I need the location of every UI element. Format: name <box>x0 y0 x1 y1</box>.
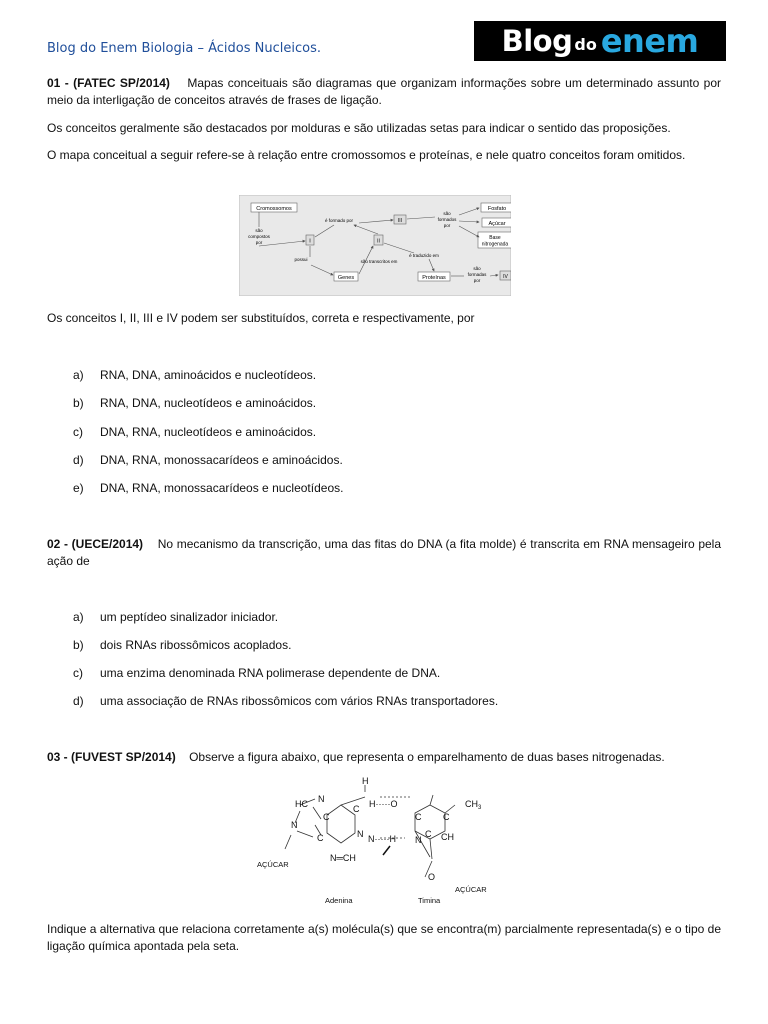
q2-option-d-text: uma associação de RNAs ribossômicos com vários RNAs transportadores. <box>100 694 499 708</box>
atom-n-h-bond-2: N·····H <box>368 834 396 844</box>
q1-question: Os conceitos I, II, III e IV podem ser substituídos, correta e respectivamente, por <box>47 311 475 325</box>
map-label-formados-1: são <box>443 211 451 216</box>
atom-c-1: C <box>323 812 330 822</box>
q1-intro-text: Mapas conceituais são diagramas que organizam informações sobre um determinado assunto por meio da interligação de conceitos através de frases de ligação. <box>47 76 722 107</box>
q3-intro-text: Observe a figura abaixo, que representa o emparelhamento de duas bases nitrogenadas. <box>189 750 665 764</box>
q1-paragraph-3: O mapa conceitual a seguir refere-se à relação entre cromossomos e proteínas, e nele quatro conceitos foram omitidos. <box>47 148 686 162</box>
atom-c-3: C <box>317 833 324 843</box>
atom-n-4: N <box>415 835 422 845</box>
q2-option-a-text: um peptídeo sinalizador iniciador. <box>100 610 279 624</box>
map-label-formadas-2: formadas <box>467 272 487 277</box>
map-concept-ii: II <box>377 238 380 245</box>
q1-option-d-text: DNA, RNA, monossacarídeos e aminoácidos. <box>100 453 343 467</box>
map-concept-iii: III <box>397 218 403 224</box>
q1-option-e-text: DNA, RNA, monossacarídeos e nucleotídeos. <box>100 481 344 495</box>
atom-o-bottom: O <box>428 872 436 882</box>
map-label-formado: é formado por <box>324 218 354 223</box>
base-pairing-figure <box>255 775 505 905</box>
map-label-possui: possui <box>294 257 308 262</box>
q2-option-a-letter: a) <box>73 610 84 624</box>
map-acucar: Açúcar <box>488 221 506 227</box>
q3-question: Indique a alternativa que relaciona corretamente a(s) molécula(s) que se encontra(m) parcialmente representada(s) e o tipo de ligação química apontada pela seta. <box>47 922 721 953</box>
map-label-sao-3: por <box>255 240 263 245</box>
q1-paragraph-2: Os conceitos geralmente são destacados por molduras e são utilizadas setas para indicar o sentido das proposições. <box>47 121 671 135</box>
atom-c-6: C <box>425 829 432 839</box>
q1-option-b-letter: b) <box>73 396 84 410</box>
q1-option-b-text: RNA, DNA, nucleotídeos e aminoácidos. <box>100 396 317 410</box>
page-title: Blog do Enem Biologia – Ácidos Nucleicos. <box>47 41 321 56</box>
q2-number: 02 - (UECE/2014) <box>47 537 144 551</box>
atom-n-h-bond: H·····O <box>369 799 398 809</box>
atom-ch3: $CH_3$ <box>465 799 482 811</box>
q1-option-c-text: DNA, RNA, nucleotídeos e aminoácidos. <box>100 425 317 439</box>
q1-option-e-letter: e) <box>73 481 84 495</box>
atom-n-2: N <box>291 820 298 830</box>
q1-option-a-text: RNA, DNA, aminoácidos e nucleotídeos. <box>100 368 317 382</box>
concept-map-figure <box>239 195 511 296</box>
map-label-formadas-3: por <box>473 278 481 283</box>
q2-option-b-letter: b) <box>73 638 84 652</box>
q1-intro <box>47 75 721 109</box>
atom-c-2: C <box>353 804 360 814</box>
q1-option-a-letter: a) <box>73 368 84 382</box>
q3-intro <box>47 749 721 766</box>
atom-n-3: N <box>357 829 364 839</box>
map-label-transcritos: são transcritos em <box>360 259 398 264</box>
adenina-label: Adenina <box>325 896 353 905</box>
atom-ch: CH <box>441 832 454 842</box>
map-label-sao-2: compostos <box>248 234 270 239</box>
map-label-formados-2: formados <box>437 217 457 222</box>
logo-part1: Blog <box>501 24 573 58</box>
atom-nch: N═CH <box>330 853 356 863</box>
q2-intro <box>47 536 721 570</box>
atom-h-top: H <box>362 776 369 786</box>
q2-option-b-text: dois RNAs ribossômicos acoplados. <box>100 638 292 652</box>
q1-option-d-letter: d) <box>73 453 84 467</box>
q2-intro-text: No mecanismo da transcrição, uma das fitas do DNA (a fita molde) é transcrita em RNA mensageiro pela ação de <box>47 537 722 568</box>
map-label-sao-1: são <box>255 228 263 233</box>
map-fosfato: Fosfato <box>487 206 507 212</box>
acucar-label-1: AÇÚCAR <box>257 860 289 869</box>
atom-hc: HC <box>295 799 308 809</box>
map-base-2: nitrogenada <box>481 241 509 248</box>
q2-option-c-text: uma enzima denominada RNA polimerase dependente de DNA. <box>100 666 441 680</box>
map-concept-iv: IV <box>503 274 508 280</box>
atom-c-5: C <box>443 812 450 822</box>
map-base-1: Base <box>489 235 501 241</box>
q1-option-c-letter: c) <box>73 425 83 439</box>
atom-c-4: C <box>415 812 422 822</box>
map-genes: Genes <box>337 275 355 281</box>
atom-n-1: N <box>318 794 325 804</box>
acucar-label-2: AÇÚCAR <box>455 885 487 894</box>
map-label-traduzido: é traduzido em <box>409 253 439 258</box>
map-label-formados-3: por <box>443 223 451 228</box>
q2-option-c-letter: c) <box>73 666 83 680</box>
logo-part2: do <box>574 35 597 54</box>
map-concept-i: I <box>309 238 311 245</box>
timina-label: Timina <box>418 896 441 905</box>
q3-number: 03 - (FUVEST SP/2014) <box>47 750 176 764</box>
map-cromossomos: Cromossomos <box>256 206 292 212</box>
q2-option-d-letter: d) <box>73 694 84 708</box>
logo-part3: enem <box>600 22 699 60</box>
q1-number: 01 - (FATEC SP/2014) <box>47 76 170 90</box>
blog-do-enem-logo[interactable] <box>474 21 726 61</box>
map-label-formadas-1: são <box>473 266 481 271</box>
map-proteinas: Proteínas <box>422 275 446 281</box>
